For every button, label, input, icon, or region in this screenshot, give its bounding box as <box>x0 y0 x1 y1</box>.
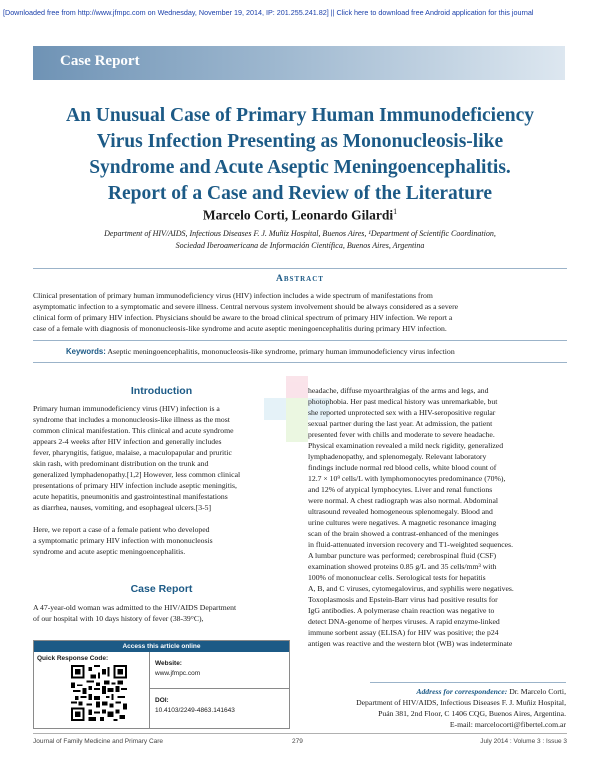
intro-line: skin rash, with predominant distribution on the trunk and <box>33 459 209 468</box>
affiliations <box>40 228 560 252</box>
title-line: An Unusual Case of Primary Human Immunodeficiency <box>65 105 534 126</box>
case-report-text <box>33 602 290 624</box>
article-title <box>40 103 560 207</box>
intro-line: common clinical manifestation. This clinical and acute syndrome <box>33 426 234 435</box>
download-banner[interactable]: [Downloaded free from http://www.jfmpc.com on Wednesday, November 19, 2014, IP: 201.255.241.82] || Click here to download free Android application for this journal <box>3 8 534 17</box>
website-link[interactable]: www.jfmpc.com <box>155 670 201 677</box>
correspondence-label: Address for correspondence: <box>416 687 508 696</box>
website-label: Website: <box>155 660 182 667</box>
abstract-line: Clinical presentation of primary human immunodeficiency virus (HIV) infection includes a wide spectrum of manifestations from <box>33 291 433 300</box>
intro-line: syndrome and acute aseptic meningoencephalitis. <box>33 547 186 556</box>
intro-line: generalized lymphadenopathy.[1,2] However, less common clinical <box>33 470 241 479</box>
body-line: headache, diffuse myoarthralgias of the arms and legs, and <box>308 386 489 395</box>
body-line: Toxoplasmosis and Epstein-Barr virus had positive results for <box>308 595 498 604</box>
body-line: sexual partner during the last year. At admission, the patient <box>308 419 493 428</box>
body-line: 100% of mononuclear cells. Serological tests for hepatitis <box>308 573 486 582</box>
abstract-line: case of a female with diagnosis of mononucleosis-like syndrome and acute aseptic meningoencephalitis during primary HIV infection. <box>33 324 447 333</box>
abstract-top-rule <box>33 268 567 269</box>
title-line: Syndrome and Acute Aseptic Meningoencephalitis. <box>89 157 511 178</box>
correspondence-block <box>300 686 566 730</box>
body-line: scan of the brain showed a contrast-enhanced of the meninges <box>308 529 499 538</box>
title-line: Report of a Case and Review of the Literature <box>107 183 493 204</box>
affiliation-line: Department of HIV/AIDS, Infectious Diseases F. J. Muñiz Hospital, Buenos Aires, ¹Department of Scientific Coordination, <box>104 229 496 238</box>
body-line: A, B, and C viruses, cytomegalovirus, and syphilis were negatives. <box>308 584 514 593</box>
doi-link[interactable]: 10.4103/2249-4863.141643 <box>155 707 235 714</box>
qr-label: Quick Response Code: <box>37 655 109 662</box>
body-line: photophobia. Her past medical history was unremarkable, but <box>308 397 498 406</box>
author-names: Marcelo Corti, Leonardo Gilardi <box>202 207 394 223</box>
access-divider <box>149 688 289 689</box>
keywords-label: Keywords: <box>66 347 106 356</box>
case-report-continued-text <box>308 385 567 649</box>
affiliation-line: Sociedad Iberoamericana de Información Científica, Buenos Aires, Argentina <box>175 241 425 250</box>
intro-line: Here, we report a case of a female patient who developed <box>33 525 210 534</box>
body-line: immune sorbent assay (ELISA) for HIV was positive; the p24 <box>308 628 499 637</box>
case-line: of our hospital with 10 days history of fever (38-39°C), <box>33 614 204 623</box>
intro-line: a symptomatic primary HIV infection with mononucleosis <box>33 536 213 545</box>
keywords <box>66 347 455 356</box>
intro-line: Primary human immunodeficiency virus (HIV) infection is a <box>33 404 220 413</box>
intro-line: appears 2-4 weeks after HIV infection and generally includes <box>33 437 222 446</box>
body-line: Physical examination revealed a mild neck rigidity, generalized <box>308 441 504 450</box>
qr-code-icon[interactable] <box>71 665 127 721</box>
case-report-heading: Case Report <box>130 583 193 595</box>
body-line: she reported unprotected sex with a HIV-seropositive regular <box>308 408 496 417</box>
paragraph-gap <box>33 513 290 524</box>
intro-text <box>33 403 290 557</box>
title-line: Virus Infection Presenting as Mononucleosis-like <box>96 131 504 152</box>
abstract-line: clinical form of primary HIV infection. Physicians should be aware to the broad clinical spectrum of primary HIV infection. We report a <box>33 313 453 322</box>
abstract-text <box>33 290 567 334</box>
doi-label: DOI: <box>155 697 169 704</box>
correspondence-email[interactable]: E-mail: marcelocorti@fibertel.com.ar <box>449 720 566 729</box>
keywords-top-rule <box>33 340 567 341</box>
footer-issue: July 2014 : Volume 3 : Issue 3 <box>480 738 567 745</box>
body-line: ultrasound revealed homogeneous splenomegaly. Blood and <box>308 507 493 516</box>
intro-line: syndrome that includes a mononucleosis-like illness as the most <box>33 415 230 424</box>
access-online-box <box>33 640 290 729</box>
body-line: and 12% of atypical lymphocytes. Liver and renal functions <box>308 485 493 494</box>
body-line: urine cultures were negatives. A magnetic resonance imaging <box>308 518 497 527</box>
section-header-band <box>33 46 565 80</box>
keywords-bottom-rule <box>33 362 567 363</box>
intro-line: acute hepatitis, pneumonitis and gastrointestinal manifestations <box>33 492 228 501</box>
body-line: A lumbar puncture was performed; cerebrospinal fluid (CSF) <box>308 551 497 560</box>
intro-heading: Introduction <box>130 385 193 397</box>
section-label: Case Report <box>60 53 140 69</box>
abstract-heading: Abstract <box>276 274 324 284</box>
keywords-text: Aseptic meningoencephalitis, mononucleosis-like syndrome, primary human immunodeficiency virus infection <box>107 347 455 356</box>
abstract-line: asymptomatic infection to a symptomatic and severe illness. Central nervous system involvement should be always considered as a severe <box>33 302 459 311</box>
body-line: antigen was reactive and the western blot (WB) was indeterminate <box>308 639 513 648</box>
body-line: were normal. A chest radiograph was also normal. Abdominal <box>308 496 499 505</box>
correspondence-rule <box>370 682 566 683</box>
correspondence-name: Dr. Marcelo Corti, <box>509 687 566 696</box>
access-divider <box>149 652 150 728</box>
body-line: findings include normal red blood cells, white blood count of <box>308 463 497 472</box>
correspondence-heading <box>300 686 566 697</box>
body-line: presented fever with chills and moderate to severe headache. <box>308 430 495 439</box>
footer-journal: Journal of Family Medicine and Primary Care <box>33 738 164 745</box>
body-line: 12.7 × 10⁹ cells/L with lymphomonocytes predominance (70%), <box>308 474 506 483</box>
body-line: IgG antibodies. A polymerase chain reaction was negative to <box>308 606 495 615</box>
body-line: in fluid-attenuated inversion recovery and T1-weighted sequences. <box>308 540 513 549</box>
authors <box>0 207 600 224</box>
body-line: lymphadenopathy, and splenomegaly. Relevant laboratory <box>308 452 487 461</box>
correspondence-line: Puán 381, 2nd Floor, C 1406 CQG, Buenos Aires, Argentina. <box>378 709 566 718</box>
footer-rule <box>33 733 567 734</box>
intro-line: fever, pharyngitis, fatigue, malaise, a maculopapular and pruritic <box>33 448 232 457</box>
author-affil-marker: 1 <box>393 207 398 216</box>
intro-line: as diarrhea, nauses, vomiting, and esophageal ulcers.[3-5] <box>33 503 212 512</box>
body-line: examination showed proteins 0.85 g/L and 35 cells/mm³ with <box>308 562 497 571</box>
footer-page-number: 279 <box>292 738 303 745</box>
body-line: detect DNA-genome of herpes viruses. A rapid enzyme-linked <box>308 617 500 626</box>
intro-line: presentations of primary HIV infection include aseptic meningitis, <box>33 481 237 490</box>
access-header: Access this article online <box>34 641 289 652</box>
correspondence-line: Department of HIV/AIDS, Infectious Diseases F. J. Muñiz Hospital, <box>356 698 566 707</box>
case-line: A 47-year-old woman was admitted to the HIV/AIDS Department <box>33 603 237 612</box>
